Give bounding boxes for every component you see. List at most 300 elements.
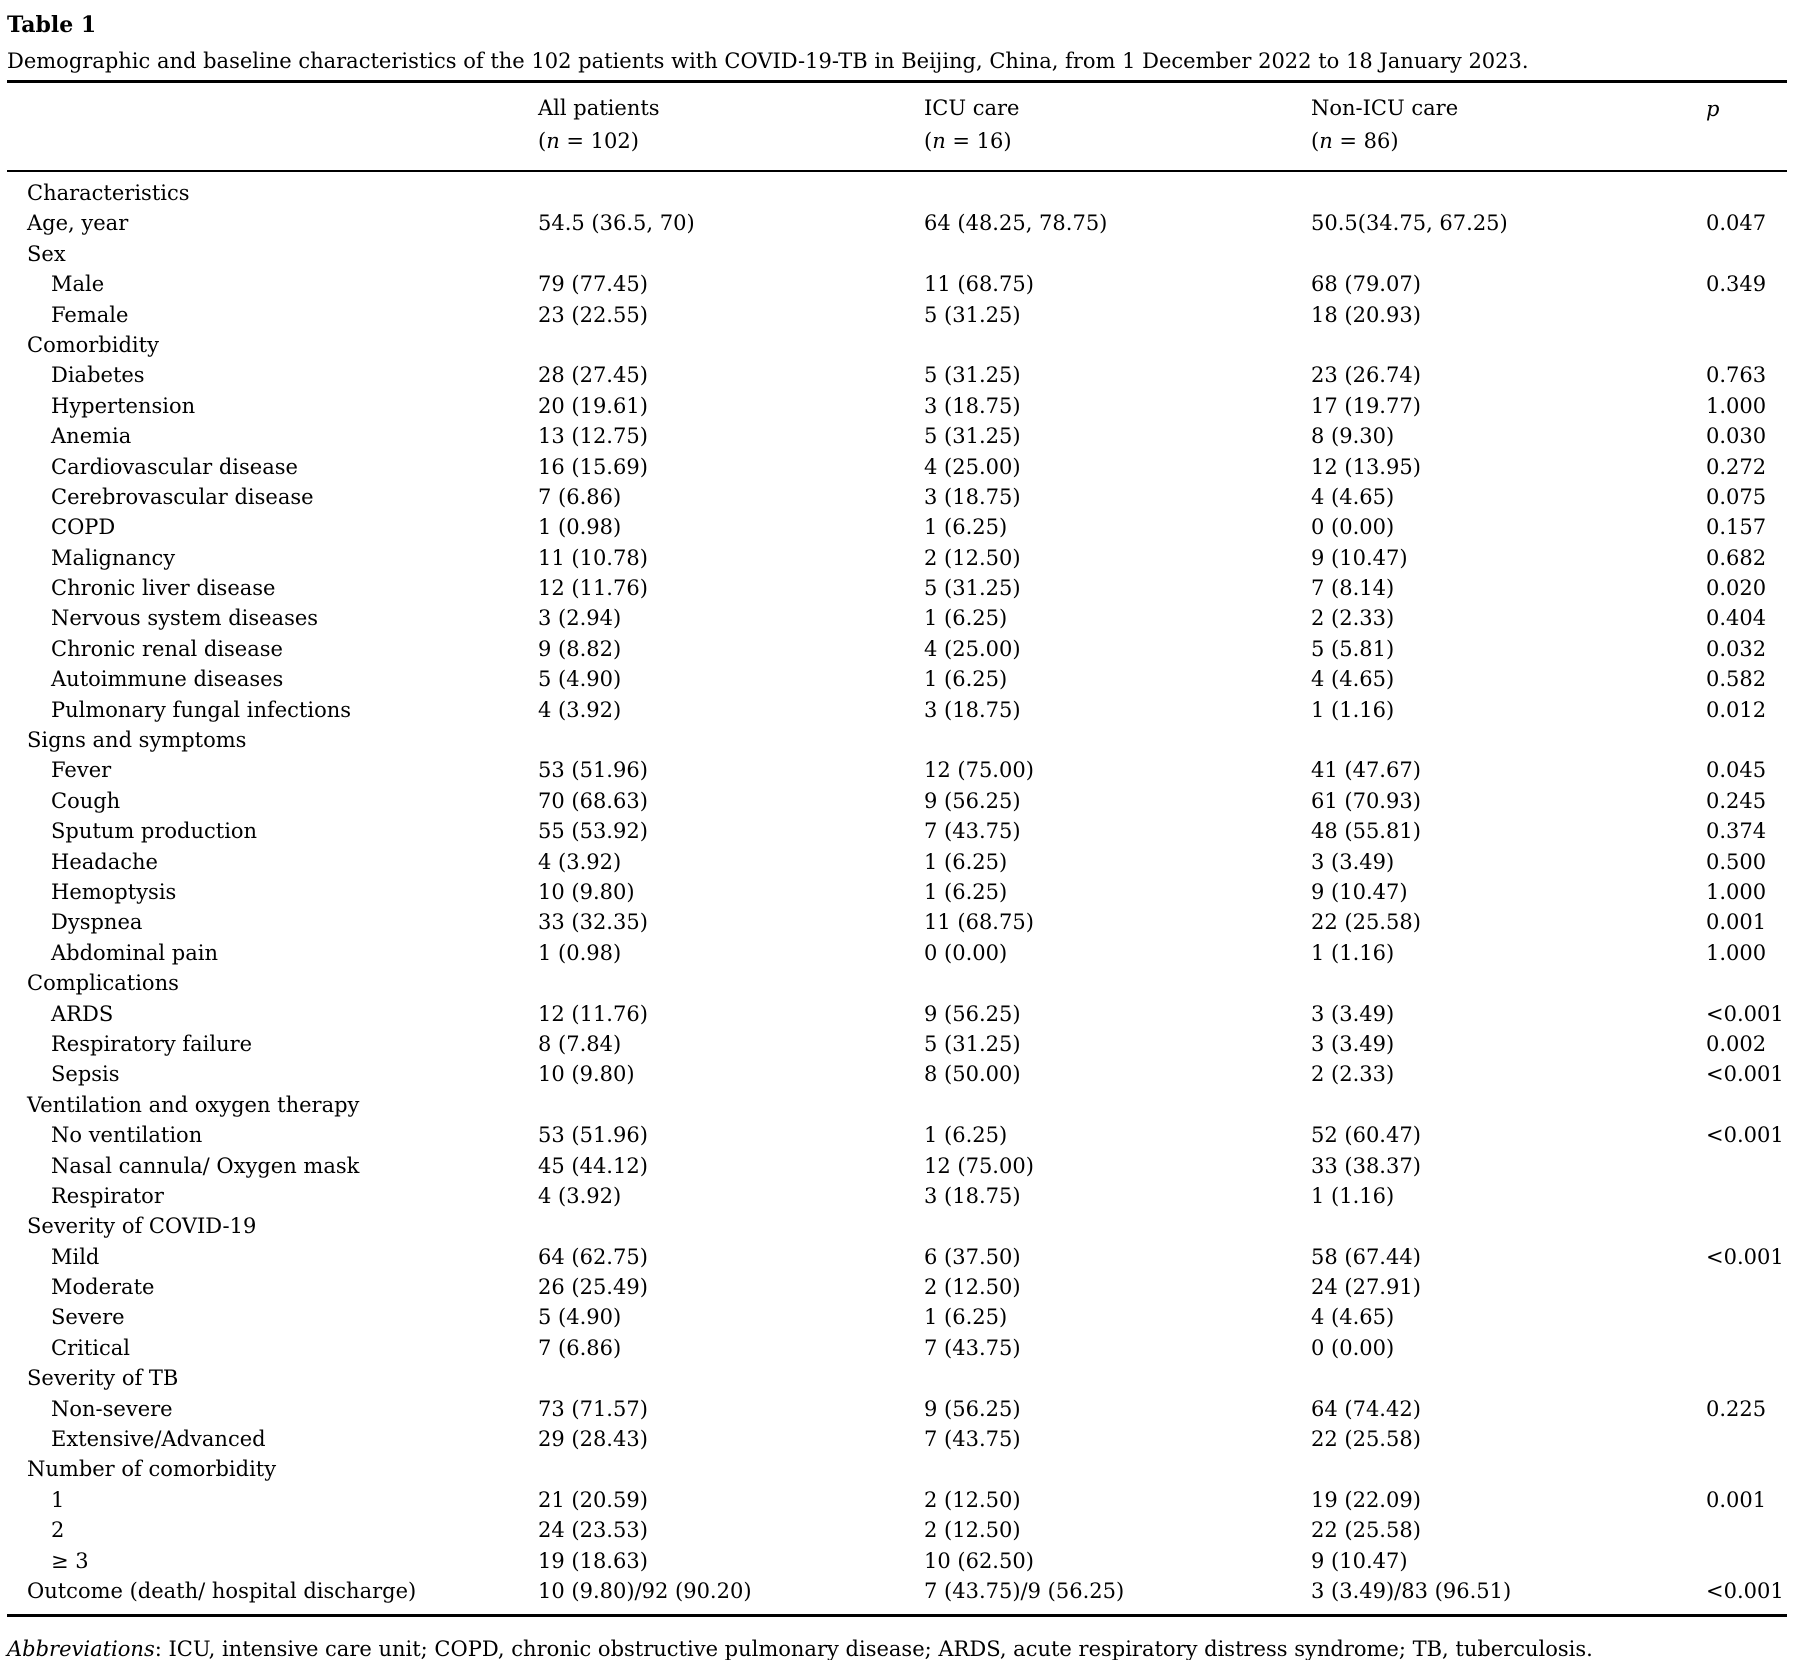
section-row — [7, 968, 1787, 998]
cell-value: 1 (0.98) — [538, 940, 622, 965]
cell-value: 23 (22.55) — [538, 302, 648, 327]
header-n-count: (n = 86) — [1311, 129, 1399, 153]
table-row — [7, 1576, 1787, 1606]
cell-p-value: 1.000 — [1706, 940, 1767, 965]
cell-value: 52 (60.47) — [1311, 1123, 1421, 1148]
cell-value: 10 (62.50) — [924, 1548, 1034, 1573]
table-row — [7, 816, 1787, 846]
row-label: Male — [51, 272, 105, 297]
cell-p-value: <0.001 — [1706, 1123, 1784, 1148]
header-n-count: (n = 102) — [538, 129, 639, 153]
cell-p-value: 1.000 — [1706, 393, 1767, 418]
cell-value: 48 (55.81) — [1311, 819, 1421, 844]
cell-value: 1 (6.25) — [924, 1305, 1008, 1330]
cell-value: 4 (3.92) — [538, 1183, 622, 1208]
cell-p-value — [1706, 1090, 1787, 1120]
cell-value: 9 (56.25) — [924, 1001, 1021, 1026]
cell-value: 18 (20.93) — [1311, 302, 1421, 327]
cell-value: 7 (43.75) — [924, 819, 1021, 844]
cell-value: 12 (11.76) — [538, 576, 648, 601]
cell-value: 1 (6.25) — [924, 1123, 1008, 1148]
section-row — [7, 725, 1787, 755]
cell-value — [924, 725, 1311, 755]
cell-p-value: <0.001 — [1706, 1578, 1784, 1603]
cell-value: 50.5(34.75, 67.25) — [1311, 211, 1508, 236]
cell-p-value: 0.030 — [1706, 424, 1767, 449]
row-label: Female — [51, 302, 129, 327]
row-label: Sputum production — [51, 819, 258, 844]
cell-value: 64 (62.75) — [538, 1244, 648, 1269]
cell-value — [538, 330, 924, 360]
cell-value — [924, 330, 1311, 360]
cell-value — [538, 1363, 924, 1393]
table-row — [7, 1302, 1787, 1332]
header-label: Non-ICU care — [1311, 96, 1459, 120]
cell-value: 12 (75.00) — [924, 1153, 1034, 1178]
cell-value: 1 (1.16) — [1311, 697, 1395, 722]
cell-value: 5 (31.25) — [924, 576, 1021, 601]
table-row — [7, 1272, 1787, 1302]
cell-value: 2 (2.33) — [1311, 1062, 1395, 1087]
cell-p-value: 0.045 — [1706, 758, 1767, 783]
cell-p-value — [1706, 239, 1787, 269]
table-row — [7, 269, 1787, 299]
row-label: Hypertension — [51, 393, 196, 418]
row-label: Severity of TB — [27, 1366, 179, 1391]
cell-value: 53 (51.96) — [538, 758, 648, 783]
table-row — [7, 421, 1787, 451]
cell-value: 64 (48.25, 78.75) — [924, 211, 1108, 236]
cell-value: 9 (10.47) — [1311, 1548, 1408, 1573]
cell-value: 17 (19.77) — [1311, 393, 1421, 418]
cell-value: 3 (18.75) — [924, 1183, 1021, 1208]
table-body — [7, 172, 1787, 1617]
cell-value: 61 (70.93) — [1311, 788, 1421, 813]
cell-value: 4 (3.92) — [538, 849, 622, 874]
cell-value: 0 (0.00) — [1311, 515, 1395, 540]
cell-value: 4 (4.65) — [1311, 667, 1395, 692]
table-row — [7, 877, 1787, 907]
cell-value: 20 (19.61) — [538, 393, 648, 418]
cell-value — [924, 968, 1311, 998]
row-label: Severe — [51, 1305, 125, 1330]
cell-value: 12 (13.95) — [1311, 454, 1421, 479]
cell-value — [538, 239, 924, 269]
row-label: Fever — [51, 758, 112, 783]
table-row — [7, 482, 1787, 512]
cell-p-value: 0.245 — [1706, 788, 1767, 813]
row-label: Malignancy — [51, 545, 176, 570]
cell-p-value — [1706, 1424, 1787, 1454]
row-label: 2 — [51, 1518, 65, 1543]
cell-value: 9 (56.25) — [924, 1396, 1021, 1421]
cell-value: 2 (12.50) — [924, 1518, 1021, 1543]
row-label: Moderate — [51, 1275, 155, 1300]
cell-value: 10 (9.80) — [538, 879, 635, 904]
table-row — [7, 1181, 1787, 1211]
row-label: Critical — [51, 1335, 130, 1360]
row-label: COPD — [51, 515, 116, 540]
cell-value: 68 (79.07) — [1311, 272, 1421, 297]
cell-value: 3 (18.75) — [924, 393, 1021, 418]
row-label: Pulmonary fungal infections — [51, 697, 352, 722]
table-row — [7, 1120, 1787, 1150]
row-label: Age, year — [27, 211, 129, 236]
header-n-count: (n = 16) — [924, 129, 1012, 153]
cell-value: 9 (10.47) — [1311, 879, 1408, 904]
row-label: Cardiovascular disease — [51, 454, 298, 479]
cell-value: 7 (6.86) — [538, 484, 622, 509]
cell-value — [924, 1090, 1311, 1120]
cell-value — [538, 968, 924, 998]
cell-value: 7 (6.86) — [538, 1335, 622, 1360]
table-row — [7, 907, 1787, 937]
cell-value: 33 (38.37) — [1311, 1153, 1421, 1178]
cell-p-value — [1706, 330, 1787, 360]
header-icu-care — [924, 92, 1311, 158]
row-label: Outcome (death/ hospital discharge) — [27, 1578, 417, 1603]
cell-value: 45 (44.12) — [538, 1153, 648, 1178]
row-label: ≥ 3 — [51, 1548, 89, 1573]
section-row — [7, 239, 1787, 269]
section-row — [7, 1363, 1787, 1393]
cell-value: 11 (68.75) — [924, 910, 1034, 935]
cell-value: 1 (6.25) — [924, 667, 1008, 692]
cell-value: 41 (47.67) — [1311, 758, 1421, 783]
cell-value: 13 (12.75) — [538, 424, 648, 449]
cell-value: 5 (5.81) — [1311, 636, 1395, 661]
cell-p-value — [1706, 725, 1787, 755]
cell-value: 5 (31.25) — [924, 363, 1021, 388]
cell-p-value: 0.075 — [1706, 484, 1767, 509]
cell-value: 12 (75.00) — [924, 758, 1034, 783]
table-row — [7, 1515, 1787, 1545]
table-row — [7, 786, 1787, 816]
table-header — [7, 80, 1787, 172]
table-row — [7, 1059, 1787, 1089]
cell-p-value: 0.582 — [1706, 667, 1767, 692]
cell-value: 24 (23.53) — [538, 1518, 648, 1543]
cell-p-value: 1.000 — [1706, 879, 1767, 904]
cell-value: 55 (53.92) — [538, 819, 648, 844]
row-label: Autoimmune diseases — [51, 667, 284, 692]
table-caption: Demographic and baseline characteristics of the 102 patients with COVID-19-TB in Beijing, China, from 1 December 2022 to 18 January 2023. — [7, 49, 1529, 73]
cell-value: 3 (3.49) — [1311, 1001, 1395, 1026]
section-row — [7, 1454, 1787, 1484]
header-p-value: p — [1706, 97, 1720, 121]
cell-value — [924, 239, 1311, 269]
cell-value: 1 (0.98) — [538, 515, 622, 540]
cell-value: 3 (2.94) — [538, 606, 622, 631]
cell-p-value: 0.012 — [1706, 697, 1767, 722]
table-row — [7, 573, 1787, 603]
cell-value: 28 (27.45) — [538, 363, 648, 388]
row-label: Dyspnea — [51, 910, 143, 935]
cell-value: 2 (12.50) — [924, 545, 1021, 570]
table-row — [7, 1242, 1787, 1272]
header-label: ICU care — [924, 96, 1020, 120]
row-label: ARDS — [51, 1001, 114, 1026]
row-label: Severity of COVID-19 — [27, 1214, 257, 1239]
table-row — [7, 938, 1787, 968]
cell-value: 26 (25.49) — [538, 1275, 648, 1300]
table-row — [7, 1029, 1787, 1059]
cell-value — [1311, 178, 1706, 208]
footnote-text: : ICU, intensive care unit; COPD, chronic obstructive pulmonary disease; ARDS, acute respiratory distress syndrome; TB, tuberculosis. — [154, 1637, 1593, 1660]
row-label: No ventilation — [51, 1123, 203, 1148]
cell-value: 21 (20.59) — [538, 1487, 648, 1512]
cell-value: 9 (56.25) — [924, 788, 1021, 813]
cell-value: 3 (3.49) — [1311, 849, 1395, 874]
cell-value: 3 (18.75) — [924, 484, 1021, 509]
row-label: Respiratory failure — [51, 1031, 253, 1056]
cell-value: 7 (8.14) — [1311, 576, 1395, 601]
row-label: Complications — [27, 971, 179, 996]
table-row — [7, 452, 1787, 482]
data-table — [7, 80, 1787, 1617]
table-row — [7, 512, 1787, 542]
section-row — [7, 1211, 1787, 1241]
cell-value: 11 (68.75) — [924, 272, 1034, 297]
cell-p-value: 0.272 — [1706, 454, 1767, 479]
header-label: All patients — [538, 96, 660, 120]
cell-value — [538, 725, 924, 755]
table-row — [7, 391, 1787, 421]
cell-p-value — [1706, 1515, 1787, 1545]
cell-value — [1311, 239, 1706, 269]
row-label: Anemia — [51, 424, 132, 449]
abbreviations-footnote — [7, 1631, 1787, 1660]
table-row — [7, 300, 1787, 330]
cell-value: 64 (74.42) — [1311, 1396, 1421, 1421]
cell-value: 23 (26.74) — [1311, 363, 1421, 388]
footnote-lead: Abbreviations — [7, 1637, 155, 1660]
table-row — [7, 634, 1787, 664]
header-non-icu-care — [1311, 92, 1706, 158]
cell-value: 58 (67.44) — [1311, 1244, 1421, 1269]
header-all-patients — [538, 92, 924, 158]
row-label: Nasal cannula/ Oxygen mask — [51, 1153, 360, 1178]
cell-value — [924, 1211, 1311, 1241]
cell-value — [1311, 968, 1706, 998]
cell-value — [538, 1454, 924, 1484]
table-row — [7, 603, 1787, 633]
cell-value: 16 (15.69) — [538, 454, 648, 479]
cell-p-value: <0.001 — [1706, 1001, 1784, 1026]
cell-p-value — [1706, 1151, 1787, 1181]
cell-value: 9 (10.47) — [1311, 545, 1408, 570]
cell-value: 12 (11.76) — [538, 1001, 648, 1026]
row-label: Comorbidity — [27, 332, 159, 357]
cell-value: 5 (31.25) — [924, 302, 1021, 327]
cell-value: 70 (68.63) — [538, 788, 648, 813]
cell-p-value — [1706, 968, 1787, 998]
cell-value: 3 (18.75) — [924, 697, 1021, 722]
row-label: Diabetes — [51, 363, 145, 388]
cell-p-value — [1706, 1211, 1787, 1241]
cell-p-value: 0.001 — [1706, 910, 1767, 935]
cell-value: 3 (3.49)/83 (96.51) — [1311, 1578, 1512, 1603]
cell-value: 1 (1.16) — [1311, 940, 1395, 965]
cell-p-value: 0.349 — [1706, 272, 1767, 297]
cell-value — [1311, 725, 1706, 755]
cell-value: 7 (43.75)/9 (56.25) — [924, 1578, 1125, 1603]
table-row — [7, 208, 1787, 238]
row-label: Chronic liver disease — [51, 576, 276, 601]
cell-value: 5 (31.25) — [924, 424, 1021, 449]
cell-value: 79 (77.45) — [538, 272, 648, 297]
cell-value — [538, 1211, 924, 1241]
cell-value — [1311, 1211, 1706, 1241]
cell-value: 10 (9.80)/92 (90.20) — [538, 1578, 752, 1603]
cell-value: 53 (51.96) — [538, 1123, 648, 1148]
cell-p-value: 0.047 — [1706, 211, 1767, 236]
row-label: Extensive/Advanced — [51, 1427, 266, 1452]
cell-value: 7 (43.75) — [924, 1335, 1021, 1360]
cell-value: 1 (6.25) — [924, 849, 1008, 874]
section-row — [7, 178, 1787, 208]
cell-value: 4 (25.00) — [924, 454, 1021, 479]
cell-p-value — [1706, 1181, 1787, 1211]
cell-value — [538, 178, 924, 208]
cell-value: 0 (0.00) — [1311, 1335, 1395, 1360]
cell-value: 2 (2.33) — [1311, 606, 1395, 631]
cell-p-value: <0.001 — [1706, 1062, 1784, 1087]
cell-p-value — [1706, 1454, 1787, 1484]
table-row — [7, 755, 1787, 785]
cell-p-value — [1706, 1272, 1787, 1302]
cell-value: 19 (22.09) — [1311, 1487, 1421, 1512]
cell-p-value: 0.500 — [1706, 849, 1767, 874]
cell-value: 2 (12.50) — [924, 1275, 1021, 1300]
cell-p-value: 0.404 — [1706, 606, 1767, 631]
cell-value: 29 (28.43) — [538, 1427, 648, 1452]
row-label: Hemoptysis — [51, 879, 177, 904]
table-row — [7, 360, 1787, 390]
cell-value: 8 (7.84) — [538, 1031, 622, 1056]
cell-value: 5 (4.90) — [538, 1305, 622, 1330]
cell-p-value: 0.225 — [1706, 1396, 1767, 1421]
cell-p-value — [1706, 300, 1787, 330]
cell-value — [1311, 1090, 1706, 1120]
cell-value: 22 (25.58) — [1311, 1427, 1421, 1452]
cell-value: 0 (0.00) — [924, 940, 1008, 965]
cell-value: 5 (31.25) — [924, 1031, 1021, 1056]
row-label: Ventilation and oxygen therapy — [27, 1092, 360, 1117]
table-row — [7, 1424, 1787, 1454]
table-row — [7, 1333, 1787, 1363]
cell-p-value: 0.020 — [1706, 576, 1767, 601]
cell-p-value: <0.001 — [1706, 1244, 1784, 1269]
cell-value: 22 (25.58) — [1311, 910, 1421, 935]
table-row — [7, 543, 1787, 573]
cell-value: 8 (50.00) — [924, 1062, 1021, 1087]
cell-value — [924, 1363, 1311, 1393]
cell-p-value — [1706, 1302, 1787, 1332]
table-row — [7, 847, 1787, 877]
cell-p-value: 0.032 — [1706, 636, 1767, 661]
row-label: Nervous system diseases — [51, 606, 319, 631]
cell-value: 5 (4.90) — [538, 667, 622, 692]
table-row — [7, 664, 1787, 694]
cell-p-value — [1706, 1333, 1787, 1363]
cell-value: 4 (3.92) — [538, 697, 622, 722]
cell-value: 1 (6.25) — [924, 515, 1008, 540]
row-label: 1 — [51, 1487, 65, 1512]
cell-p-value — [1706, 1363, 1787, 1393]
table-row — [7, 695, 1787, 725]
cell-value: 4 (4.65) — [1311, 1305, 1395, 1330]
cell-p-value: 0.682 — [1706, 545, 1767, 570]
cell-value: 2 (12.50) — [924, 1487, 1021, 1512]
cell-value: 1 (1.16) — [1311, 1183, 1395, 1208]
table-row — [7, 999, 1787, 1029]
cell-p-value — [1706, 1546, 1787, 1576]
cell-p-value — [1706, 178, 1787, 208]
cell-p-value: 0.001 — [1706, 1487, 1767, 1512]
cell-p-value: 0.002 — [1706, 1031, 1767, 1056]
table-title: Table 1 — [7, 12, 97, 38]
row-label: Sex — [27, 241, 66, 266]
cell-value: 4 (25.00) — [924, 636, 1021, 661]
header-stub-cell — [7, 92, 538, 158]
cell-value: 24 (27.91) — [1311, 1275, 1421, 1300]
row-label: Respirator — [51, 1183, 164, 1208]
row-label: Number of comorbidity — [27, 1457, 277, 1482]
cell-value: 4 (4.65) — [1311, 484, 1395, 509]
cell-value: 1 (6.25) — [924, 606, 1008, 631]
cell-p-value: 0.374 — [1706, 819, 1767, 844]
row-label: Non-severe — [51, 1396, 173, 1421]
cell-value — [1311, 1363, 1706, 1393]
section-row — [7, 330, 1787, 360]
cell-value: 1 (6.25) — [924, 879, 1008, 904]
table-row — [7, 1485, 1787, 1515]
section-row — [7, 1090, 1787, 1120]
row-label: Cerebrovascular disease — [51, 484, 314, 509]
row-label: Headache — [51, 849, 158, 874]
row-label: Sepsis — [51, 1062, 120, 1087]
table-row — [7, 1394, 1787, 1424]
cell-value: 19 (18.63) — [538, 1548, 648, 1573]
cell-value: 10 (9.80) — [538, 1062, 635, 1087]
cell-value — [924, 178, 1311, 208]
cell-value — [924, 1454, 1311, 1484]
row-label: Mild — [51, 1244, 100, 1269]
table-row — [7, 1151, 1787, 1181]
cell-value — [538, 1090, 924, 1120]
table-row — [7, 1546, 1787, 1576]
cell-p-value: 0.763 — [1706, 363, 1767, 388]
cell-value: 11 (10.78) — [538, 545, 648, 570]
cell-p-value: 0.157 — [1706, 515, 1767, 540]
cell-value: 3 (3.49) — [1311, 1031, 1395, 1056]
row-label: Chronic renal disease — [51, 636, 283, 661]
cell-value: 22 (25.58) — [1311, 1518, 1421, 1543]
cell-value: 9 (8.82) — [538, 636, 622, 661]
row-label: Characteristics — [27, 181, 190, 205]
cell-value: 33 (32.35) — [538, 910, 648, 935]
cell-value — [1311, 1454, 1706, 1484]
cell-value: 6 (37.50) — [924, 1244, 1021, 1269]
cell-value: 73 (71.57) — [538, 1396, 648, 1421]
row-label: Signs and symptoms — [27, 728, 247, 753]
row-label: Abdominal pain — [51, 940, 218, 965]
cell-value: 54.5 (36.5, 70) — [538, 211, 695, 236]
cell-value: 7 (43.75) — [924, 1427, 1021, 1452]
cell-value: 8 (9.30) — [1311, 424, 1395, 449]
cell-value — [1311, 330, 1706, 360]
